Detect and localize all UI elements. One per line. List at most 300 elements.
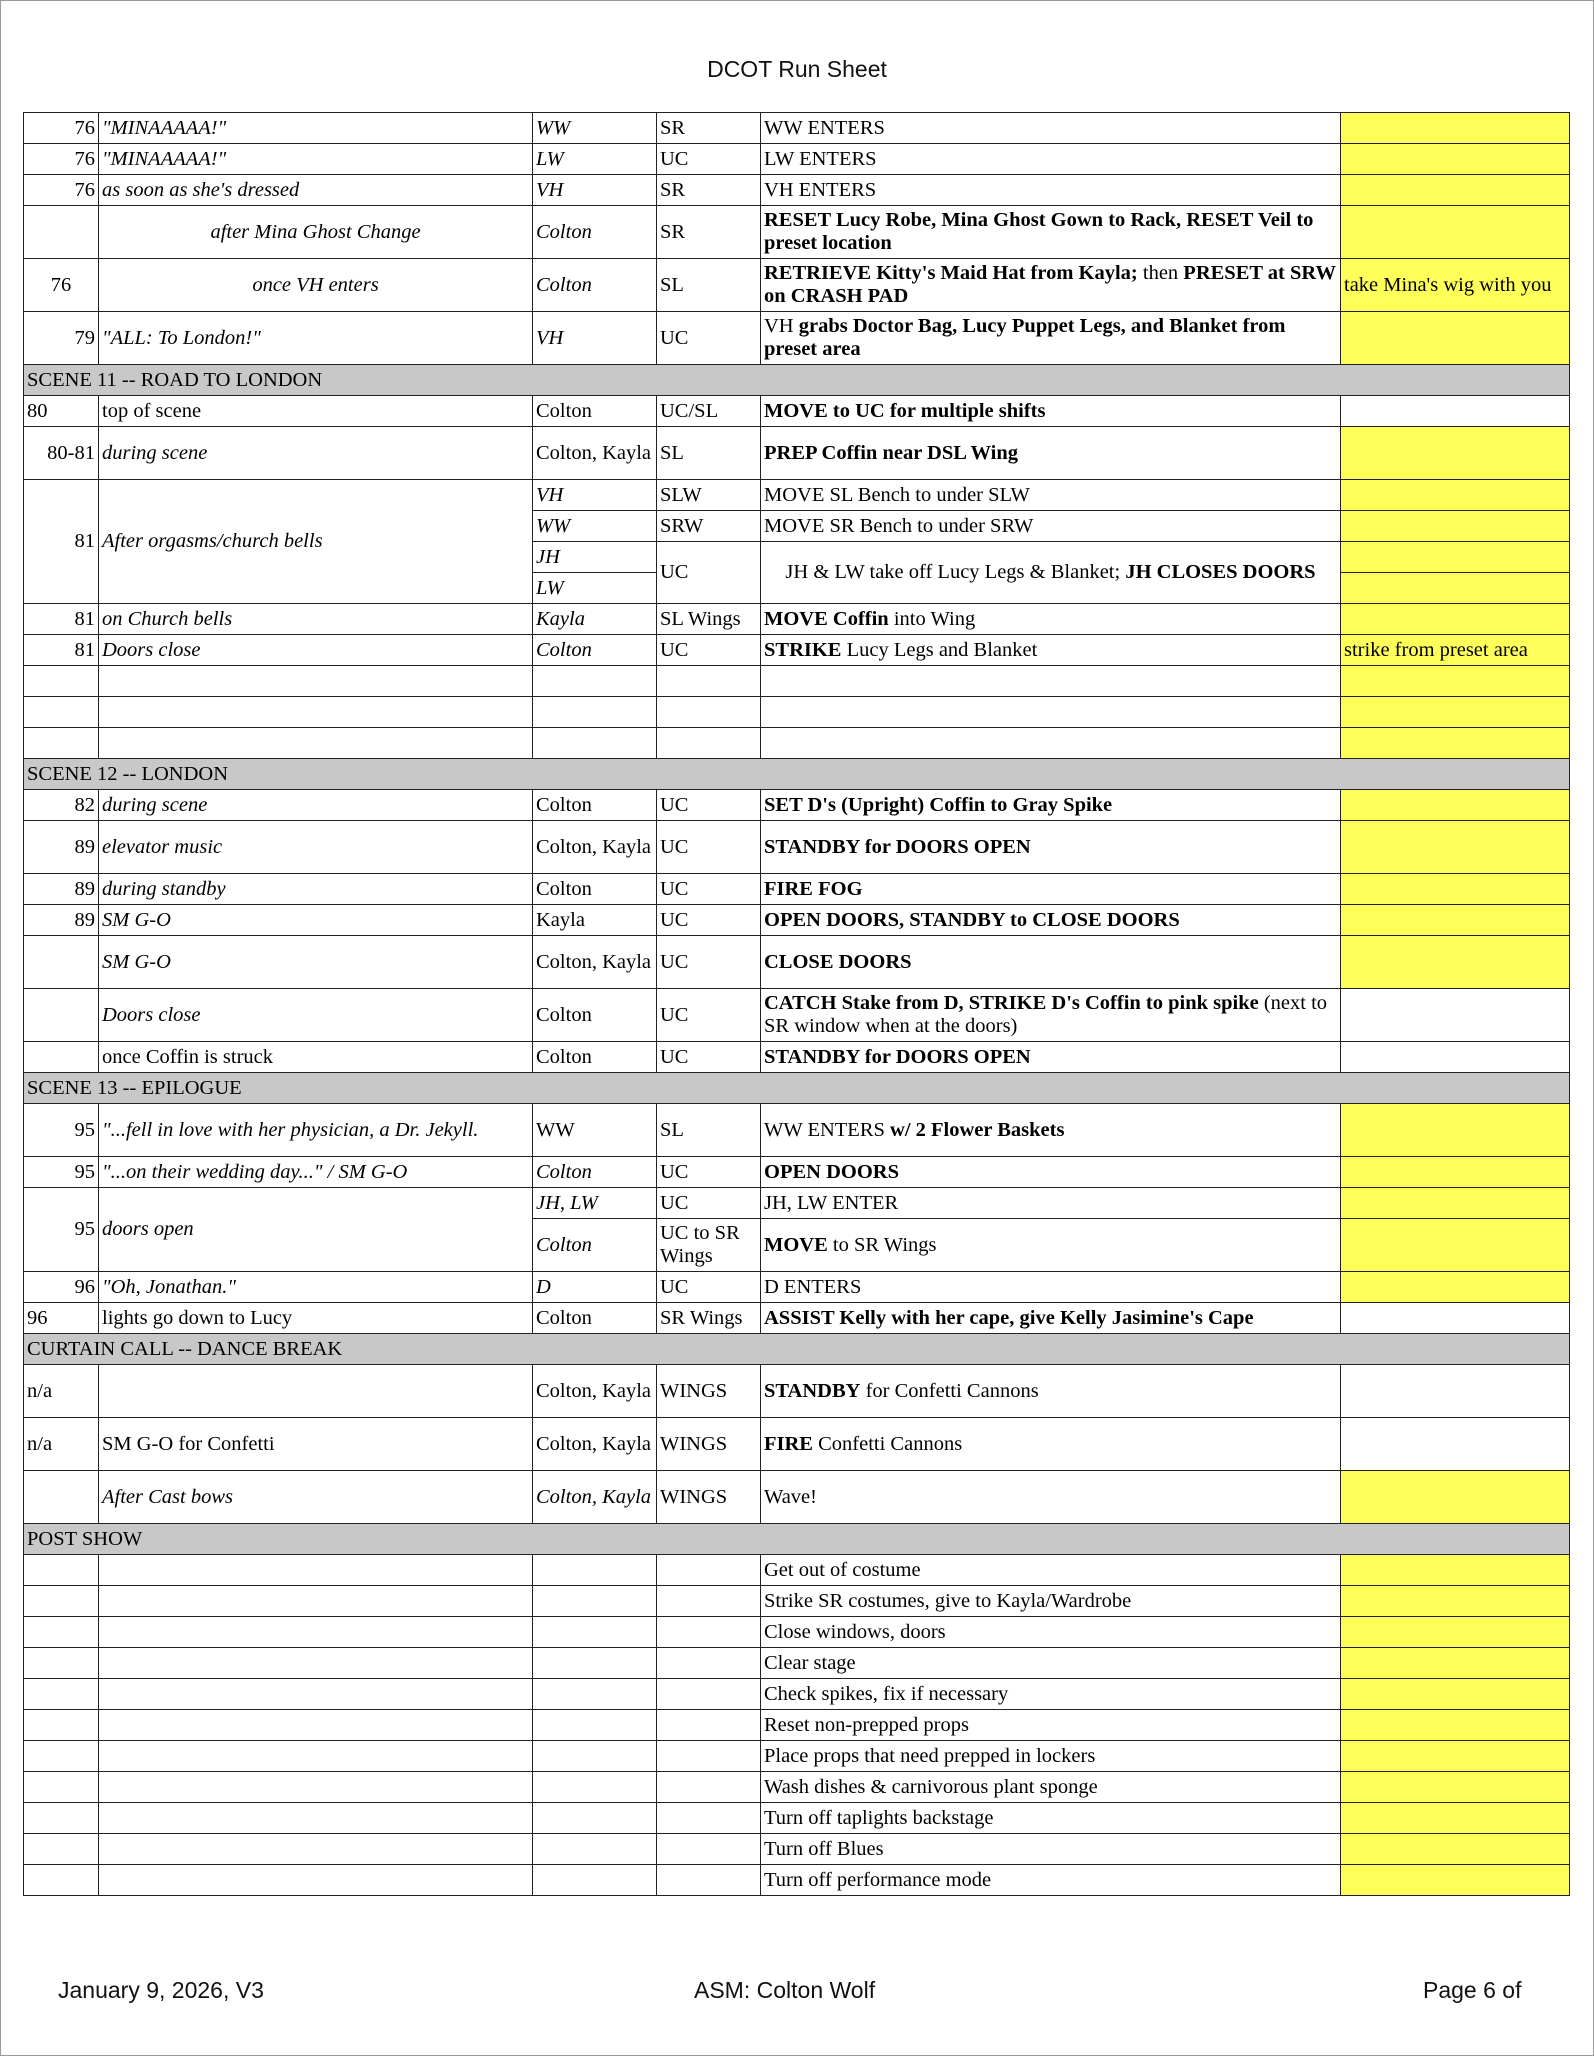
- location-cell: SLW: [657, 480, 761, 511]
- action-cell: [761, 1555, 1341, 1586]
- script-page-cell: n/a: [24, 1418, 99, 1471]
- cue-cell: SM G-O: [99, 905, 533, 936]
- cue-cell: doors open: [99, 1188, 533, 1272]
- action-text: w/ 2 Flower Baskets: [890, 1118, 1065, 1141]
- action-text: CATCH Stake from D, STRIKE D's Coffin to pink spike: [764, 992, 1259, 1014]
- location-cell: [657, 666, 761, 697]
- crew-cell: [533, 1617, 657, 1648]
- action-text: MOVE SL Bench to under SLW: [764, 483, 1030, 506]
- action-cell: [761, 1104, 1341, 1157]
- action-cell: [761, 1865, 1341, 1896]
- action-text: Close windows, doors: [764, 1620, 946, 1643]
- note-cell: [1341, 728, 1570, 759]
- crew-cell: Colton: [533, 206, 657, 259]
- note-cell: [1341, 1741, 1570, 1772]
- script-page-cell: 95: [24, 1104, 99, 1157]
- table-row: [24, 1741, 1570, 1772]
- note-cell: [1341, 1586, 1570, 1617]
- action-cell: [761, 905, 1341, 936]
- cue-cell: Doors close: [99, 989, 533, 1042]
- table-row: [24, 989, 1570, 1042]
- action-text: RESET Lucy Robe, Mina Ghost Gown to Rack, RESET Veil to preset location: [764, 209, 1314, 254]
- action-text: Kayla;: [1078, 262, 1143, 284]
- crew-cell: Colton, Kayla: [533, 1418, 657, 1471]
- location-cell: SR: [657, 175, 761, 206]
- script-page-cell: 79: [24, 312, 99, 365]
- note-cell: [1341, 936, 1570, 989]
- action-text: MOVE SR Bench to under SRW: [764, 514, 1034, 537]
- action-cell: [761, 206, 1341, 259]
- action-cell: [761, 542, 1341, 604]
- page-title: DCOT Run Sheet: [707, 56, 887, 82]
- crew-cell: LW: [533, 573, 657, 604]
- note-cell: [1341, 1555, 1570, 1586]
- cue-cell: top of scene: [99, 396, 533, 427]
- action-text: JH, LW ENTER: [764, 1191, 899, 1214]
- location-cell: [657, 1710, 761, 1741]
- table-row: [24, 1834, 1570, 1865]
- location-cell: UC: [657, 1157, 761, 1188]
- script-page-cell: 76: [24, 259, 99, 312]
- crew-cell: Colton: [533, 1042, 657, 1073]
- note-cell: [1341, 1303, 1570, 1334]
- action-text: RETRIEVE Kitty's Maid Hat from: [764, 262, 1079, 284]
- action-text: VH: [764, 315, 799, 337]
- script-page-cell: 76: [24, 144, 99, 175]
- table-row: [24, 1648, 1570, 1679]
- table-row: [24, 1272, 1570, 1303]
- crew-cell: Colton, Kayla: [533, 1365, 657, 1418]
- location-cell: SRW: [657, 511, 761, 542]
- script-page-cell: 76: [24, 113, 99, 144]
- location-cell: [657, 1865, 761, 1896]
- crew-cell: [533, 1555, 657, 1586]
- section-header-row: [24, 759, 1570, 790]
- crew-cell: JH: [533, 542, 657, 573]
- script-page-cell: 95: [24, 1188, 99, 1272]
- action-text: Get out of costume: [764, 1558, 921, 1581]
- script-page-cell: [24, 989, 99, 1042]
- action-text: Confetti Cannons: [812, 1432, 963, 1455]
- location-cell: [657, 1617, 761, 1648]
- location-cell: UC: [657, 1042, 761, 1073]
- crew-cell: LW: [533, 144, 657, 175]
- note-cell: [1341, 1772, 1570, 1803]
- note-cell: [1341, 790, 1570, 821]
- cue-cell: once Coffin is struck: [99, 1042, 533, 1073]
- action-cell: [761, 874, 1341, 905]
- location-cell: WINGS: [657, 1365, 761, 1418]
- action-cell: [761, 1471, 1341, 1524]
- action-text: Wash dishes & carnivorous plant sponge: [764, 1775, 1098, 1798]
- action-text: MOVE: [764, 1233, 828, 1256]
- table-row: [24, 259, 1570, 312]
- script-page-cell: 80: [24, 396, 99, 427]
- cue-cell: [99, 728, 533, 759]
- table-row: [24, 1865, 1570, 1896]
- location-cell: SR: [657, 206, 761, 259]
- table-row: [24, 1418, 1570, 1471]
- cue-cell: After Cast bows: [99, 1471, 533, 1524]
- note-cell: [1341, 312, 1570, 365]
- cue-cell: [99, 1679, 533, 1710]
- script-page-cell: 89: [24, 874, 99, 905]
- crew-cell: [533, 1586, 657, 1617]
- action-text: WW ENTERS: [764, 116, 885, 139]
- note-cell: [1341, 1157, 1570, 1188]
- script-page-cell: 89: [24, 905, 99, 936]
- cue-cell: [99, 1617, 533, 1648]
- action-text: OPEN DOORS: [764, 1160, 899, 1183]
- action-cell: [761, 1303, 1341, 1334]
- table-row: [24, 1104, 1570, 1157]
- crew-cell: Kayla: [533, 905, 657, 936]
- action-cell: [761, 1741, 1341, 1772]
- action-cell: [761, 936, 1341, 989]
- crew-cell: WW: [533, 113, 657, 144]
- table-row: [24, 1303, 1570, 1334]
- action-cell: [761, 480, 1341, 511]
- table-row: [24, 206, 1570, 259]
- table-row: [24, 396, 1570, 427]
- cue-cell: during standby: [99, 874, 533, 905]
- note-cell: [1341, 1188, 1570, 1219]
- action-cell: [761, 604, 1341, 635]
- note-cell: [1341, 1365, 1570, 1418]
- action-text: to SR Wings: [827, 1233, 937, 1256]
- location-cell: UC: [657, 790, 761, 821]
- crew-cell: Kayla: [533, 604, 657, 635]
- script-page-cell: n/a: [24, 1365, 99, 1418]
- location-cell: [657, 1586, 761, 1617]
- note-cell: [1341, 1679, 1570, 1710]
- action-cell: [761, 821, 1341, 874]
- script-page-cell: 76: [24, 175, 99, 206]
- crew-cell: VH: [533, 312, 657, 365]
- crew-cell: Colton: [533, 790, 657, 821]
- location-cell: SL: [657, 427, 761, 480]
- note-cell: [1341, 1104, 1570, 1157]
- crew-cell: [533, 1741, 657, 1772]
- table-row: [24, 604, 1570, 635]
- action-cell: [761, 1365, 1341, 1418]
- cue-cell: Doors close: [99, 635, 533, 666]
- script-page-cell: [24, 728, 99, 759]
- location-cell: SR Wings: [657, 1303, 761, 1334]
- crew-cell: D: [533, 1272, 657, 1303]
- script-page-cell: 96: [24, 1303, 99, 1334]
- cue-cell: after Mina Ghost Change: [99, 206, 533, 259]
- action-cell: [761, 1772, 1341, 1803]
- cue-cell: SM G-O: [99, 936, 533, 989]
- location-cell: SL Wings: [657, 604, 761, 635]
- note-cell: [1341, 1418, 1570, 1471]
- location-cell: SL: [657, 259, 761, 312]
- cue-cell: [99, 1803, 533, 1834]
- script-page-cell: [24, 1471, 99, 1524]
- action-text: FIRE FOG: [764, 877, 863, 900]
- crew-cell: [533, 728, 657, 759]
- location-cell: [657, 1555, 761, 1586]
- crew-cell: Colton: [533, 874, 657, 905]
- section-header-row: [24, 1334, 1570, 1365]
- script-page-cell: [24, 1772, 99, 1803]
- action-text: for Confetti Cannons: [860, 1379, 1039, 1402]
- cue-cell: [99, 1648, 533, 1679]
- location-cell: UC: [657, 874, 761, 905]
- table-row: [24, 936, 1570, 989]
- cue-cell: After orgasms/church bells: [99, 480, 533, 604]
- note-cell: [1341, 1219, 1570, 1272]
- action-text: JH & LW take off Lucy Legs & Blanket;: [785, 561, 1126, 583]
- action-text: FIRE: [764, 1432, 813, 1455]
- action-cell: [761, 1219, 1341, 1272]
- note-cell: strike from preset area: [1341, 635, 1570, 666]
- action-cell: [761, 635, 1341, 666]
- script-page-cell: [24, 206, 99, 259]
- note-cell: [1341, 175, 1570, 206]
- crew-cell: [533, 1679, 657, 1710]
- table-row: [24, 1586, 1570, 1617]
- location-cell: UC to SR Wings: [657, 1219, 761, 1272]
- note-cell: [1341, 821, 1570, 874]
- note-cell: [1341, 874, 1570, 905]
- note-cell: [1341, 511, 1570, 542]
- note-cell: [1341, 542, 1570, 573]
- script-page-cell: 81: [24, 480, 99, 604]
- action-text: JH CLOSES DOORS: [1125, 561, 1316, 583]
- action-text: grabs Doctor Bag, Lucy Puppet Legs, and Blanket from preset area: [764, 315, 1286, 360]
- script-page-cell: 95: [24, 1157, 99, 1188]
- cue-cell: [99, 1586, 533, 1617]
- cue-cell: "MINAAAAA!": [99, 113, 533, 144]
- cue-cell: [99, 697, 533, 728]
- table-row: [24, 1365, 1570, 1418]
- action-cell: [761, 790, 1341, 821]
- crew-cell: Colton: [533, 1303, 657, 1334]
- location-cell: UC: [657, 905, 761, 936]
- cue-cell: [99, 1741, 533, 1772]
- note-cell: [1341, 905, 1570, 936]
- location-cell: UC/SL: [657, 396, 761, 427]
- footer-asm: ASM: Colton Wolf: [694, 1977, 876, 2003]
- script-page-cell: [24, 1710, 99, 1741]
- crew-cell: Colton, Kayla: [533, 821, 657, 874]
- action-cell: [761, 1648, 1341, 1679]
- script-page-cell: 82: [24, 790, 99, 821]
- note-cell: [1341, 144, 1570, 175]
- crew-cell: Colton, Kayla: [533, 1471, 657, 1524]
- table-row: [24, 427, 1570, 480]
- action-text: then: [1142, 262, 1184, 284]
- action-text: into Wing: [888, 607, 976, 630]
- script-page-cell: [24, 1586, 99, 1617]
- action-text: STANDBY for DOORS OPEN: [764, 1045, 1031, 1068]
- location-cell: WINGS: [657, 1471, 761, 1524]
- crew-cell: [533, 1772, 657, 1803]
- action-cell: [761, 697, 1341, 728]
- table-row: [24, 1772, 1570, 1803]
- table-row: [24, 144, 1570, 175]
- table-row: [24, 113, 1570, 144]
- cue-cell: as soon as she's dressed: [99, 175, 533, 206]
- location-cell: [657, 1772, 761, 1803]
- crew-cell: WW: [533, 1104, 657, 1157]
- section-header-row: [24, 365, 1570, 396]
- cue-cell: [99, 1555, 533, 1586]
- cue-cell: elevator music: [99, 821, 533, 874]
- script-page-cell: 96: [24, 1272, 99, 1303]
- crew-cell: VH: [533, 175, 657, 206]
- table-row: [24, 874, 1570, 905]
- action-text: LW ENTERS: [764, 147, 877, 170]
- script-page-cell: [24, 666, 99, 697]
- footer-date: January 9, 2026, V3: [58, 1977, 264, 2003]
- table-row: [24, 1555, 1570, 1586]
- cue-cell: "...on their wedding day..." / SM G-O: [99, 1157, 533, 1188]
- script-page-cell: 89: [24, 821, 99, 874]
- action-text: (next to SR window when at the doors): [764, 992, 1328, 1037]
- crew-cell: Colton, Kayla: [533, 427, 657, 480]
- action-text: D ENTERS: [764, 1275, 862, 1298]
- table-row: [24, 1710, 1570, 1741]
- action-text: WW ENTERS: [764, 1118, 891, 1141]
- script-page-cell: [24, 1617, 99, 1648]
- table-row: [24, 821, 1570, 874]
- note-cell: [1341, 573, 1570, 604]
- table-row: [24, 790, 1570, 821]
- action-text: PREP Coffin near DSL Wing: [764, 441, 1019, 464]
- action-text: STANDBY: [764, 1379, 861, 1402]
- action-text: Lucy Legs and Blanket: [841, 638, 1038, 661]
- location-cell: UC: [657, 312, 761, 365]
- note-cell: [1341, 1648, 1570, 1679]
- location-cell: [657, 728, 761, 759]
- note-cell: [1341, 989, 1570, 1042]
- section-header-row: [24, 1073, 1570, 1104]
- action-text: CLOSE DOORS: [764, 950, 912, 973]
- crew-cell: Colton: [533, 1157, 657, 1188]
- location-cell: [657, 1834, 761, 1865]
- cue-cell: [99, 1365, 533, 1418]
- script-page-cell: [24, 936, 99, 989]
- note-cell: [1341, 1617, 1570, 1648]
- note-cell: [1341, 1272, 1570, 1303]
- action-text: SET D's (Upright) Coffin to Gray Spike: [764, 793, 1113, 816]
- action-cell: [761, 1188, 1341, 1219]
- cue-cell: during scene: [99, 427, 533, 480]
- action-text: OPEN DOORS, STANDBY to CLOSE DOORS: [764, 908, 1180, 931]
- footer-page-number: Page 6 of: [1423, 1977, 1522, 2003]
- crew-cell: [533, 1803, 657, 1834]
- action-text: Wave!: [764, 1485, 817, 1508]
- action-text: Strike SR costumes, give to Kayla/Wardrobe: [764, 1589, 1132, 1612]
- table-row: [24, 666, 1570, 697]
- action-text: Clear stage: [764, 1651, 856, 1674]
- action-cell: [761, 666, 1341, 697]
- action-cell: [761, 396, 1341, 427]
- action-cell: [761, 259, 1341, 312]
- action-text: VH ENTERS: [764, 178, 877, 201]
- location-cell: [657, 1741, 761, 1772]
- location-cell: UC: [657, 635, 761, 666]
- action-cell: [761, 113, 1341, 144]
- action-cell: [761, 175, 1341, 206]
- note-cell: [1341, 697, 1570, 728]
- table-row: [24, 312, 1570, 365]
- table-row: [24, 1617, 1570, 1648]
- crew-cell: WW: [533, 511, 657, 542]
- table-row: [24, 1679, 1570, 1710]
- script-page-cell: [24, 1834, 99, 1865]
- cue-cell: during scene: [99, 790, 533, 821]
- crew-cell: Colton: [533, 259, 657, 312]
- action-text: ASSIST Kelly with her cape, give Kelly Jasimine's Cape: [764, 1306, 1254, 1329]
- action-text: Place props that need prepped in lockers: [764, 1744, 1096, 1767]
- action-text: MOVE to UC for multiple shifts: [764, 399, 1046, 422]
- crew-cell: Colton: [533, 1219, 657, 1272]
- crew-cell: VH: [533, 480, 657, 511]
- action-text: Reset non-prepped props: [764, 1713, 969, 1736]
- cue-cell: on Church bells: [99, 604, 533, 635]
- action-text: Turn off performance mode: [764, 1868, 992, 1891]
- script-page-cell: [24, 1555, 99, 1586]
- cue-cell: [99, 666, 533, 697]
- cue-cell: [99, 1710, 533, 1741]
- table-row: [24, 1188, 1570, 1219]
- section-title: SCENE 13 -- EPILOGUE: [24, 1073, 1570, 1104]
- note-cell: [1341, 604, 1570, 635]
- table-row: [24, 1803, 1570, 1834]
- location-cell: UC: [657, 542, 761, 604]
- note-cell: [1341, 1471, 1570, 1524]
- section-title: CURTAIN CALL -- DANCE BREAK: [24, 1334, 1570, 1365]
- script-page-cell: 81: [24, 604, 99, 635]
- location-cell: [657, 1679, 761, 1710]
- crew-cell: [533, 666, 657, 697]
- action-cell: [761, 1042, 1341, 1073]
- script-page-cell: [24, 1648, 99, 1679]
- action-text: Turn off taplights backstage: [764, 1806, 994, 1829]
- crew-cell: [533, 1648, 657, 1679]
- location-cell: [657, 697, 761, 728]
- crew-cell: Colton, Kayla: [533, 936, 657, 989]
- note-cell: [1341, 1042, 1570, 1073]
- script-page-cell: [24, 1865, 99, 1896]
- location-cell: SL: [657, 1104, 761, 1157]
- script-page-cell: 80-81: [24, 427, 99, 480]
- action-text: Check spikes, fix if necessary: [764, 1682, 1009, 1705]
- action-cell: [761, 511, 1341, 542]
- note-cell: take Mina's wig with you: [1341, 259, 1570, 312]
- note-cell: [1341, 206, 1570, 259]
- location-cell: UC: [657, 1272, 761, 1303]
- action-text: PRESET at SRW on CRASH PAD: [764, 262, 1336, 307]
- cue-cell: [99, 1772, 533, 1803]
- crew-cell: Colton: [533, 396, 657, 427]
- cue-cell: [99, 1834, 533, 1865]
- note-cell: [1341, 1803, 1570, 1834]
- location-cell: UC: [657, 1188, 761, 1219]
- location-cell: SR: [657, 113, 761, 144]
- note-cell: [1341, 1834, 1570, 1865]
- crew-cell: JH, LW: [533, 1188, 657, 1219]
- action-cell: [761, 1272, 1341, 1303]
- cue-cell: lights go down to Lucy: [99, 1303, 533, 1334]
- cue-cell: SM G-O for Confetti: [99, 1418, 533, 1471]
- cue-cell: "ALL: To London!": [99, 312, 533, 365]
- crew-cell: Colton: [533, 989, 657, 1042]
